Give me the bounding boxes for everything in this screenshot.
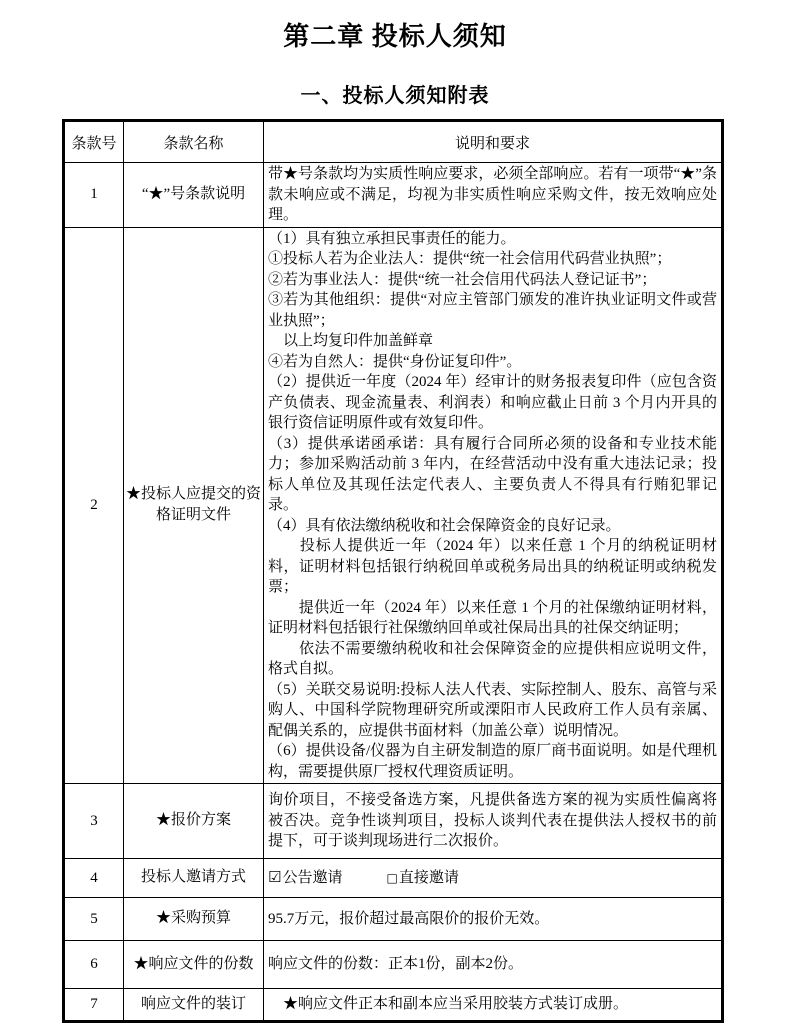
table-row: [64, 163, 723, 228]
clause-desc-cell: [264, 163, 723, 228]
desc-paragraph: 带★号条款均为实质性响应要求，必须全部响应。若有一项带“★”条款未响应或不满足，均视为非实质性响应采购文件，按无效响应处理。: [268, 166, 717, 223]
desc-paragraph: （5）关联交易说明:投标人法人代表、实际控制人、股东、高管与采购人、中国科学院物理研究所或溧阳市人民政府工作人员有亲属、配偶关系的，应提供书面材料（加盖公章）说明情况。: [268, 681, 717, 739]
clause-no: 3: [64, 784, 124, 859]
desc-paragraph: 提供近一年（2024 年）以来任意 1 个月的社保缴纳证明材料，证明材料包括银行社保缴纳回单或社保局出具的社保交纳证明；: [268, 599, 717, 636]
table-header-row: [64, 121, 723, 163]
desc-paragraph: 以上均复印件加盖鲜章: [268, 333, 434, 349]
clause-name: ★采购预算: [124, 898, 264, 941]
clause-desc-cell: [264, 784, 723, 859]
table-row: [64, 859, 723, 898]
clause-desc-cell: [264, 941, 723, 989]
col-header-description: 说明和要求: [264, 121, 723, 163]
option-label: 公告邀请: [282, 870, 343, 887]
col-header-clause-no: 条款号: [64, 121, 124, 163]
desc-paragraph: （4）具有依法缴纳税收和社会保障资金的良好记录。: [268, 517, 621, 534]
desc-paragraph: 投标人提供近一年（2024 年）以来任意 1 个月的纳税证明材料，证明材料包括银行纳税回单或税务局出具的纳税证明或纳税发票；: [268, 538, 717, 595]
desc-paragraph: （1）具有独立承担民事责任的能力。: [268, 230, 516, 247]
chapter-title: 第二章 投标人须知: [283, 22, 507, 51]
clause-desc-cell: [264, 898, 723, 941]
col-header-clause-name: 条款名称: [124, 121, 264, 163]
table-row: [64, 898, 723, 941]
desc-paragraph: 95.7万元，报价超过最高限价的报价无效。: [268, 910, 550, 927]
desc-paragraph: （6）提供设备/仪器为自主研发制造的原厂商书面说明。如是代理机构，需要提供原厂授权代理资质证明。: [268, 743, 717, 780]
invitation-option-public: [268, 870, 342, 886]
clause-name: ★响应文件的份数: [124, 941, 264, 989]
bidder-notice-table: [62, 119, 724, 1023]
desc-paragraph: ④若为自然人：提供“身份证复印件”。: [268, 353, 522, 370]
desc-paragraph: ③若为其他组织：提供“对应主管部门颁发的准许执业证明文件或营业执照”；: [268, 292, 717, 329]
desc-paragraph: 响应文件的份数：正本1份，副本2份。: [268, 956, 524, 973]
table-row: [64, 941, 723, 989]
desc-paragraph: 依法不需要缴纳税收和社会保障资金的应提供相应说明文件，格式自拟。: [268, 640, 717, 677]
clause-name: ★报价方案: [124, 784, 264, 859]
clause-no: 7: [64, 989, 124, 1022]
table-row: [64, 227, 723, 784]
clause-no: 1: [64, 163, 124, 228]
table-row: [64, 784, 723, 859]
desc-paragraph: ①投标人若为企业法人：提供“统一社会信用代码营业执照”；: [268, 251, 672, 267]
desc-paragraph: （2）提供近一年度（2024 年）经审计的财务报表复印件（应包含资产负债表、现金流量表、利润表）和响应截止日前 3 个月内开具的银行资信证明原件或有效复印件。: [268, 374, 717, 431]
checkbox-checked-icon: ☑: [268, 868, 282, 887]
desc-paragraph: ②若为事业法人：提供“统一社会信用代码法人登记证书”；: [268, 271, 657, 288]
clause-desc-cell: [264, 227, 723, 784]
clause-no: 4: [64, 859, 124, 898]
clause-name: “★”号条款说明: [124, 163, 264, 228]
clause-desc-cell: [264, 859, 723, 898]
clause-desc-cell: [264, 989, 723, 1022]
table-row: [64, 989, 723, 1022]
clause-name: 响应文件的装订: [124, 989, 264, 1022]
desc-paragraph: （3）提供承诺函承诺：具有履行合同所必须的设备和专业技术能力；参加采购活动前 3 年内，在经营活动中没有重大违法记录；投标人单位及其现任法定代表人、主要负责人不得具有行贿犯罪记录。: [268, 435, 717, 513]
section-title: 一、投标人须知附表: [300, 85, 490, 107]
desc-paragraph: ★响应文件正本和副本应当采用胶装方式装订成册。: [268, 996, 629, 1013]
clause-no: 2: [64, 227, 124, 784]
clause-no: 5: [64, 898, 124, 941]
checkbox-unchecked-icon: □: [386, 871, 398, 886]
clause-name: ★投标人应提交的资格证明文件: [124, 227, 264, 784]
clause-name: 投标人邀请方式: [124, 859, 264, 898]
desc-paragraph: 询价项目，不接受备选方案，凡提供备选方案的视为实质性偏离将被否决。竞争性谈判项目，投标人谈判代表在提供法人授权书的前提下，可于谈判现场进行二次报价。: [268, 792, 717, 850]
invitation-option-direct: [386, 870, 458, 886]
option-label: 直接邀请: [398, 870, 459, 887]
clause-no: 6: [64, 941, 124, 989]
